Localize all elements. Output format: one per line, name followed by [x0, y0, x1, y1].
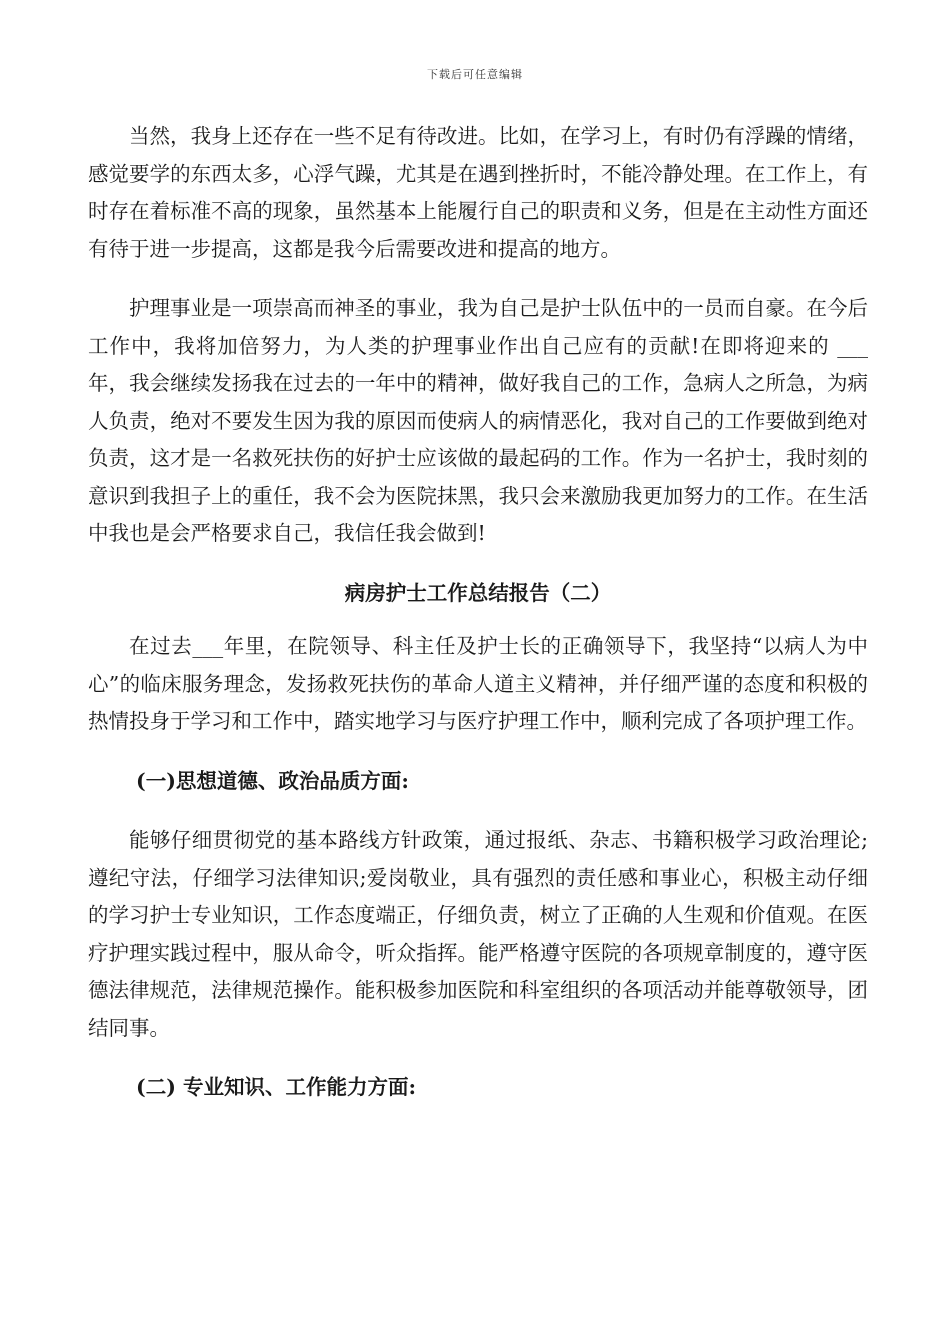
paragraph-intro: 在过去___年里，在院领导、科主任及护士长的正确领导下，我坚持“以病人为中心”的临床服务理念，发扬救死扶伤的革命人道主义精神，并仔细严谨的态度和积极的热情投身于学习和工作中，踏实地学习与医疗护理工作中，顺利完成了各项护理工作。 [88, 634, 868, 733]
paragraph-gap [88, 612, 868, 628]
page-header-note: 下载后可任意编辑 [427, 68, 523, 81]
document-body [88, 118, 868, 1107]
paragraph-gap [88, 1047, 868, 1069]
paragraph-gap [88, 741, 868, 763]
section-heading-ethics: (一)思想道德、政治品质方面: [136, 768, 409, 793]
paragraph-gap [88, 268, 868, 290]
paragraph-shortcomings: 当然，我身上还存在一些不足有待改进。比如，在学习上，有时仍有浮躁的情绪，感觉要学的东西太多，心浮气躁，尤其是在遇到挫折时，不能冷静处理。在工作上，有时存在着标准不高的现象，虽然基本上能履行自己的职责和义务，但是在主动性方面还有待于进一步提高，这都是我今后需要改进和提高的地方。 [88, 124, 868, 261]
report-title: 病房护士工作总结报告（二） [344, 580, 612, 605]
paragraph-ethics: 能够仔细贯彻党的基本路线方针政策，通过报纸、杂志、书籍积极学习政治理论;遵纪守法，仔细学习法律知识;爱岗敬业，具有强烈的责任感和事业心，积极主动仔细的学习护士专业知识，工作态度端正，仔细负责，树立了正确的人生观和价值观。在医疗护理实践过程中，服从命令，听众指挥。能严格遵守医院的各项规章制度的，遵守医德法律规范，法律规范操作。能积极参加医院和科室组织的各项活动并能尊敬领导，团结同事。 [88, 828, 868, 1040]
section-heading-skills: (二) 专业知识、工作能力方面: [136, 1075, 417, 1099]
paragraph-gap [88, 800, 868, 822]
paragraph-nursing-career: 护理事业是一项崇高而神圣的事业，我为自己是护士队伍中的一员而自豪。在今后工作中，我将加倍努力，为人类的护理事业作出自己应有的贡献!在即将迎来的 ___年，我会继续发扬我在过去的一年中的精神，做好我自己的工作，急病人之所急，为病人负责，绝对不要发生因为我的原因而使病人的病情恶化，我对自己的工作要做到绝对负责，这才是一名救死扶伤的好护士应该做的最起码的工作。作为一名护士，我时刻的意识到我担子上的重任，我不会为医院抹黑，我只会来激励我更加努力的工作。在生活中我也是会严格要求自己，我信任我会做到! [88, 296, 868, 545]
paragraph-gap [88, 553, 868, 575]
